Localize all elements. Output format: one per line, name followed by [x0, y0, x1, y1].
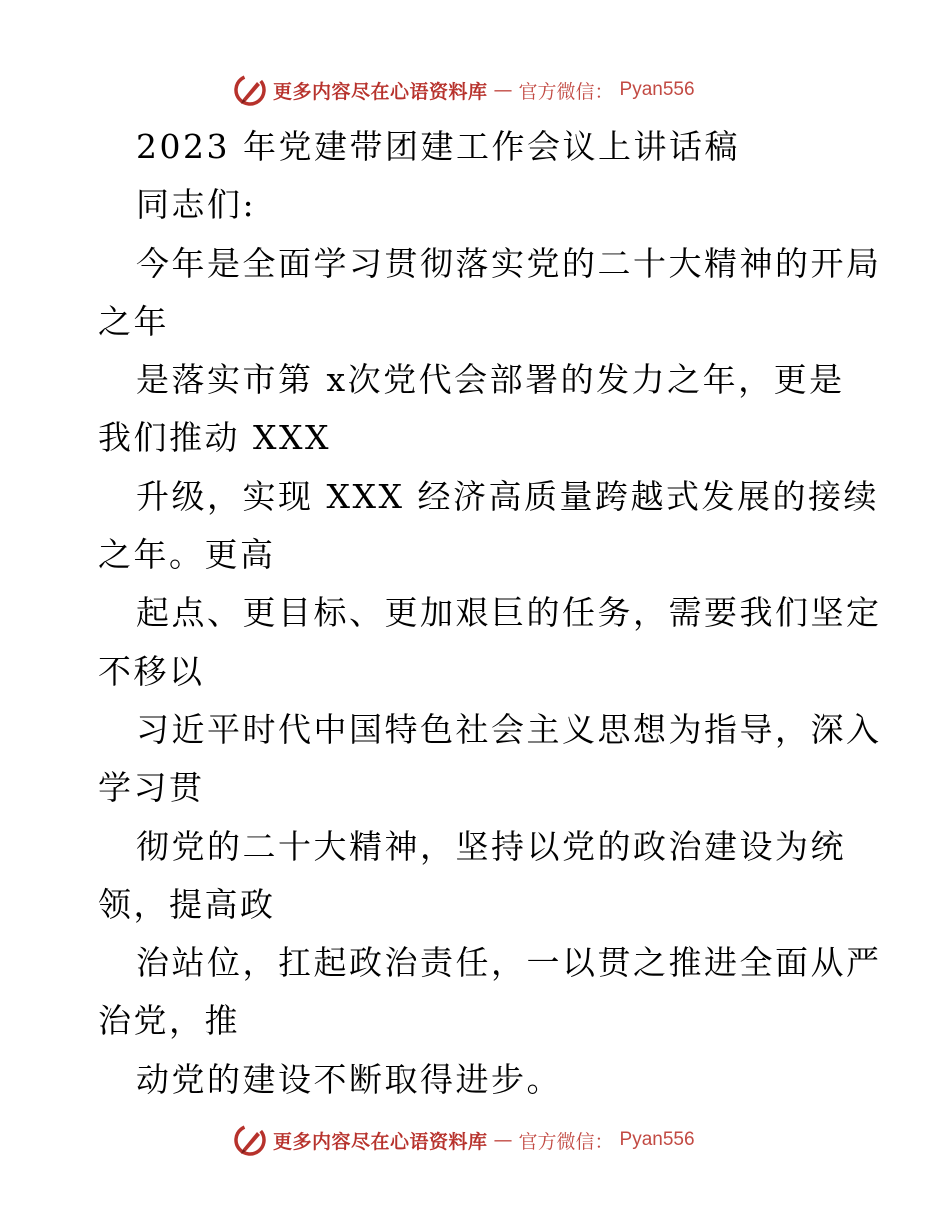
- body-line: 学习贯: [98, 768, 205, 808]
- watermark-wechat-id: Pyan556: [619, 1129, 695, 1150]
- body-line: 我们推动 XXX: [98, 418, 331, 458]
- salutation: 同志们:: [136, 185, 257, 225]
- body-line: 彻党的二十大精神，坚持以党的政治建设为统: [136, 826, 846, 866]
- body-line: 不移以: [98, 651, 205, 691]
- document-title: 2023 年党建带团建工作会议上讲话稿: [136, 127, 740, 166]
- body-line: 是落实市第 x次党代会部署的发力之年，更是: [136, 360, 845, 400]
- body-line: 升级，实现 XXX 经济高质量跨越式发展的接续: [136, 476, 879, 516]
- watermark-wechat-label: 官方微信：: [518, 80, 614, 103]
- body-line: 之年。更高: [98, 535, 276, 575]
- watermark-brand-text: 更多内容尽在心语资料库: [273, 1130, 488, 1153]
- watermark-wechat-id: Pyan556: [619, 79, 695, 100]
- body-line: 治党，推: [98, 1001, 240, 1041]
- watermark-separator: —: [493, 1129, 513, 1151]
- body-line: 动党的建设不断取得进步。: [136, 1059, 562, 1099]
- body-line: 今年是全面学习贯彻落实党的二十大精神的开局: [136, 243, 882, 283]
- body-line: 治站位，扛起政治责任，一以贯之推进全面从严: [136, 943, 882, 983]
- watermark-brand-text: 更多内容尽在心语资料库: [273, 80, 488, 103]
- watermark-wechat-label: 官方微信：: [518, 1130, 614, 1153]
- watermark-separator: —: [493, 79, 513, 101]
- body-line: 领，提高政: [98, 884, 276, 924]
- document-body: [98, 118, 882, 1109]
- header-watermark: [233, 70, 695, 110]
- body-line: 习近平时代中国特色社会主义思想为指导，深入: [136, 709, 882, 749]
- body-line: 之年: [98, 301, 169, 341]
- pen-logo-icon: [233, 1123, 267, 1157]
- body-line: 起点、更目标、更加艰巨的任务，需要我们坚定: [136, 593, 882, 633]
- footer-watermark: [233, 1120, 695, 1160]
- pen-logo-icon: [233, 73, 267, 107]
